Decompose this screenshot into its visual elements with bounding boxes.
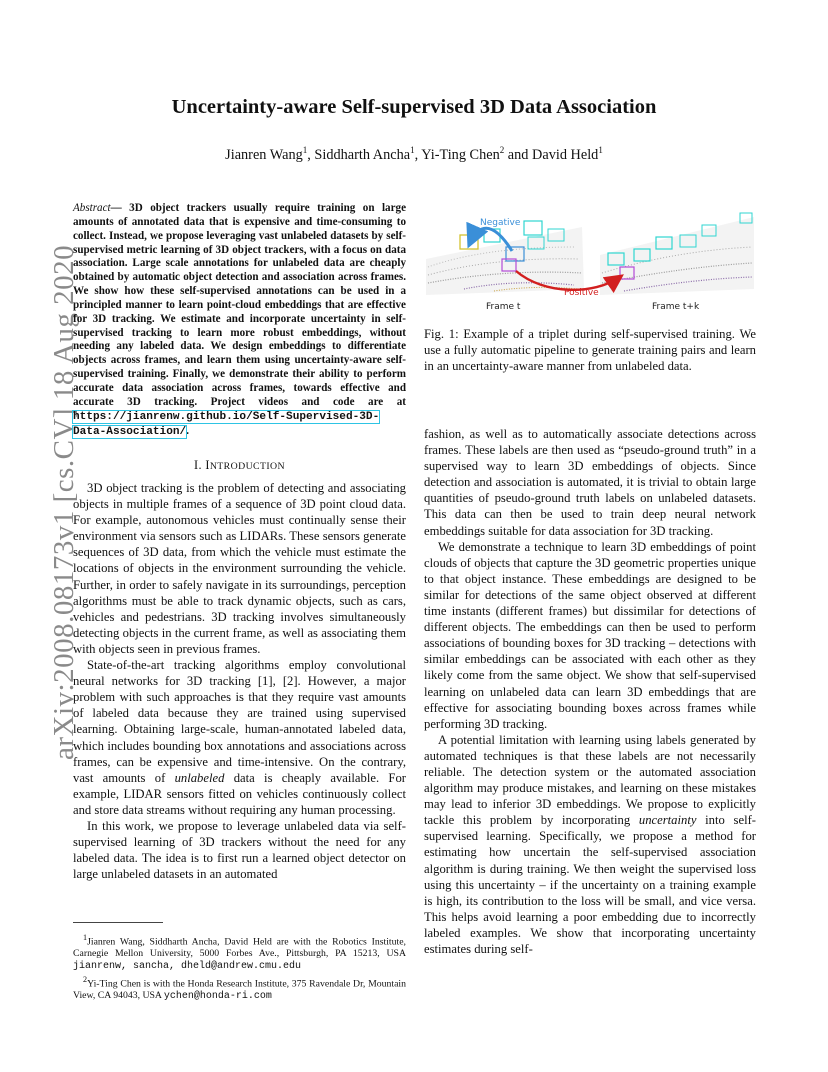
section-title-rest: NTRODUCTION xyxy=(209,461,285,472)
paragraph-text: into self-supervised learning. Specifically, we propose a method for estimating how uncertain the self-supervised association algorithm is during training. We then weight the supervised loss using this uncertainty – if the uncertainty on a training example is high, its contribution to the loss will be small, and vice versa. This helps avoid learning a poor embedding due to incorrectly labeled examples. We show that incorporating uncertainty estimates during self- xyxy=(424,813,757,956)
emphasis: uncertainty xyxy=(638,813,697,828)
affiliation-mark: 1 xyxy=(598,145,603,155)
negative-label: Negative xyxy=(480,218,521,228)
author-name: , Siddharth Ancha xyxy=(307,146,411,163)
paragraph: 3D object tracking is the problem of detecting and associating objects in multiple frames of a sequence of 3D point cloud data. For example, autonomous vehicles must continually sense their environment via sensors such as LIDARs. These sensors generate sequences of 3D data, from which the vehicle must estimate the locations of objects in the environment surrounding the vehicle. Further, in order to safely navigate in its surroundings, perception algorithms must be able to track dynamic objects, such as cars, vehicles and pedestrians. 3D tracking involves simultaneously detecting objects in the current frame, as well as associating them with objects seen in previous frames. xyxy=(73,481,406,656)
paragraph: We demonstrate a technique to learn 3D embeddings of point clouds of objects that capture the 3D geometric properties unique to that object instance. These embeddings are designed to be similar for detections of the same object observed at different time instants (different frames) but dissimilar for detections of different objects. The embeddings can then be used to perform associations of bounding boxes for 3D tracking – detections with similar embeddings can be associated with each other as they likely come from the same object. We show that self-supervised learning on unlabeled data can learn 3D embeddings that are effective for associating bounding boxes across frames while performing 3D tracking. xyxy=(424,539,756,731)
right-column-body xyxy=(424,426,756,957)
affiliation-mark: 1 xyxy=(302,145,308,155)
affiliation-mark: 1 xyxy=(410,145,415,155)
point-cloud-frame-t xyxy=(426,221,584,295)
footnote-2 xyxy=(73,974,406,1003)
abstract-body: 3D object trackers usually require training on large amounts of annotated data that is expensive and time-consuming to collect. Instead, we propose leveraging vast unlabeled datasets by self-supervised metric learning of 3D object trackers, with a focus on data association. Large scale annotations for unlabeled data are cheaply obtained by automatic object detection and association across frames. We show how these self-supervised annotations can be used in a principled manner to learn point-cloud embeddings that are effective for 3D tracking. We estimate and incorporate uncertainty in self-supervised tracking to learn more robust embeddings, without needing any labeled data. We design embeddings to differentiate objects across frames, and learn them using uncertainty-aware self-supervised training. Finally, we demonstrate their ability to perform accurate data association across frames, towards effective and accurate 3D tracking. Project videos and code are at xyxy=(73,202,406,408)
figure-1-triplet-illustration xyxy=(424,207,756,312)
project-link[interactable]: https://jianrenw.github.io/Self-Supervised-3D-Data-Association/ xyxy=(73,410,380,438)
paragraph: In this work, we propose to leverage unlabeled data via self-supervised learning of 3D trackers without the need for any labeled data. The idea is to first run a learned object detector on large unlabeled datasets in an automated xyxy=(73,818,406,882)
section-title-initial: I xyxy=(205,458,210,472)
arxiv-identifier: arXiv:2008.08173v1 [cs.CV] 18 Aug 2020 xyxy=(48,244,80,760)
frame-tk-label: Frame t+k xyxy=(652,302,700,312)
point-cloud-frame-tk xyxy=(600,213,754,295)
author-name: Jianren Wang xyxy=(225,146,303,163)
footnote-text: Yi-Ting Chen is with the Honda Research Institute, 375 Ravendale Dr, Mountain View, CA 94043, USA xyxy=(73,977,406,1001)
section-number: I. xyxy=(194,458,206,472)
emphasis: unlabeled xyxy=(174,770,225,785)
footnote-mark: 1 xyxy=(83,933,88,942)
section-heading-introduction xyxy=(73,458,406,473)
abstract xyxy=(73,202,406,439)
abstract-dash: — xyxy=(110,202,130,214)
positive-label: Positive xyxy=(564,288,599,298)
abstract-end: . xyxy=(186,424,189,437)
paragraph xyxy=(424,732,756,957)
email-address: jianrenw, sancha, dheld@andrew.cmu.edu xyxy=(73,961,302,973)
author-name: and David Held xyxy=(504,146,599,163)
left-column-body xyxy=(73,480,406,882)
paragraph-text: data is cheaply available. For example, LIDAR sensors fitted on vehicles continuously collect and store data streams without requiring any human processing. xyxy=(73,770,406,817)
paragraph: fashion, as well as to automatically associate detections across frames. These labels are then used as “pseudo-ground truth” in a supervised way to learn 3D embeddings of objects. Since detection and association is automated, it is trivial to obtain large quantities of pseudo-ground truth labels on unlabeled datasets. This data can then be used to train deep neural network embeddings suitable for data association for 3D tracking. xyxy=(424,427,756,538)
footnote-1 xyxy=(73,932,406,974)
paragraph xyxy=(73,657,406,818)
footnote-text: Jianren Wang, Siddharth Ancha, David Held are with the Robotics Institute, Carnegie Mellon University, 5000 Forbes Ave., Pittsburgh, PA 15213, USA xyxy=(73,936,406,960)
footnote-mark: 2 xyxy=(83,974,88,984)
email-address: ychen@honda-ri.com xyxy=(163,990,272,1002)
frame-t-label: Frame t xyxy=(486,302,521,312)
affiliation-mark: 2 xyxy=(499,145,505,155)
paragraph-text: A potential limitation with learning using labels generated by automated techniques is that these labels are not necessarily reliable. The detection system or the automated association algorithm may produce mistakes, and learning on these mistakes may lead to inferior 3D embeddings. We propose to explicitly tackle this problem by incorporating xyxy=(424,732,756,828)
paragraph-text: State-of-the-art tracking algorithms employ convolutional neural networks for 3D tracking [1], [2]. However, a major problem with such approaches is that they require vast amounts of labeled data because they are trained using supervised learning. Obtaining large-scale, human-annotated labeled data, which includes bounding box annotations and associations across frames, can be expensive and time-intensive. On the contrary, vast amounts of xyxy=(73,658,406,785)
footnote-rule xyxy=(73,922,163,923)
footnotes xyxy=(73,932,406,1003)
author-list xyxy=(0,145,828,164)
author-name: , Yi-Ting Chen xyxy=(414,146,500,163)
figure-1-caption: Fig. 1: Example of a triplet during self-supervised training. We use a fully automatic pipeline to generate training pairs and learn in an uncertainty-aware manner from unlabeled data. xyxy=(424,327,756,374)
abstract-label: Abstract xyxy=(73,202,111,214)
paper-title: Uncertainty-aware Self-supervised 3D Data Association xyxy=(171,96,657,118)
